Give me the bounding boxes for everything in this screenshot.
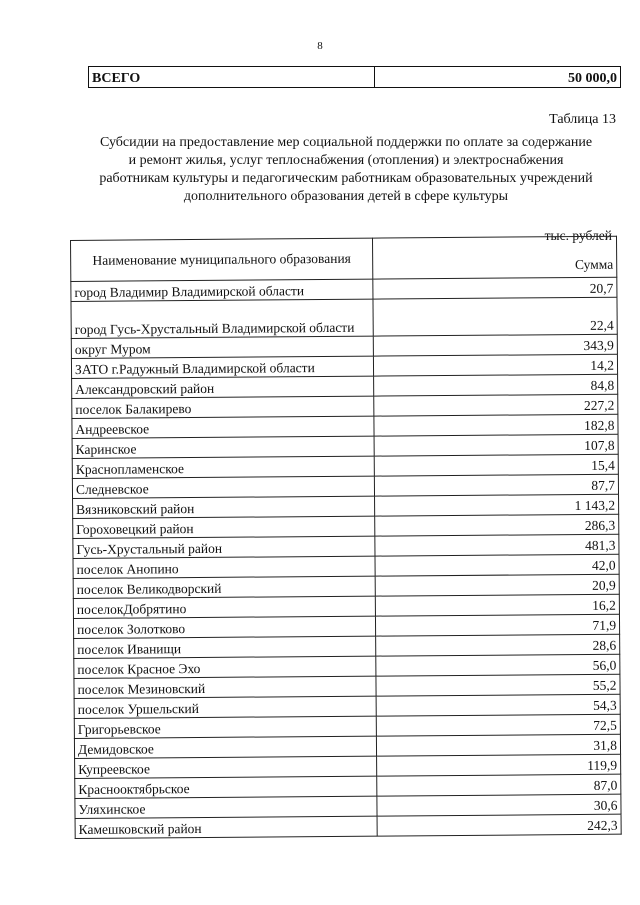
subsidy-sum: 20,9 bbox=[375, 574, 619, 596]
municipality-name: Краснооктябрьское bbox=[75, 776, 377, 798]
table-header-row bbox=[71, 236, 617, 281]
total-table bbox=[88, 66, 621, 88]
municipality-name: поселок Уршельский bbox=[74, 696, 376, 718]
subsidy-sum: 72,5 bbox=[376, 714, 620, 736]
subsidy-sum: 227,2 bbox=[374, 394, 618, 416]
subsidy-sum: 55,2 bbox=[376, 674, 620, 696]
municipality-name: Камешковский район bbox=[75, 816, 377, 838]
units-label: тыс. рублей bbox=[544, 228, 612, 243]
municipality-name: Купреевское bbox=[75, 756, 377, 778]
column-header-sum: Сумма bbox=[372, 236, 616, 279]
municipality-name: Григорьевское bbox=[74, 716, 376, 738]
subsidy-sum: 71,9 bbox=[375, 614, 619, 636]
total-label: ВСЕГО bbox=[89, 67, 375, 88]
subsidy-sum: 16,2 bbox=[375, 594, 619, 616]
municipality-name: Андреевское bbox=[72, 416, 374, 438]
municipality-name: город Владимир Владимирской области bbox=[71, 279, 373, 301]
subsidy-sum: 20,7 bbox=[373, 277, 617, 299]
municipality-name: поселок Балакирево bbox=[72, 396, 374, 418]
subsidy-sum: 182,8 bbox=[374, 414, 618, 436]
municipality-name: Каринское bbox=[72, 436, 374, 458]
subsidy-sum: 119,9 bbox=[377, 754, 621, 776]
subsidy-sum: 30,6 bbox=[377, 794, 621, 816]
subsidy-sum: 343,9 bbox=[373, 334, 617, 356]
table-title: Субсидии на предоставление мер социальной поддержки по оплате за содержание и ремонт жилья, услуг теплоснабжения (отопления) и электроснабжения работникам культуры и педагогическим работникам образовательных учреждений дополнительного образования детей в сфере культуры bbox=[99, 135, 593, 204]
subsidy-sum: 481,3 bbox=[375, 534, 619, 556]
municipality-name: Уляхинское bbox=[75, 796, 377, 818]
municipality-name: ЗАТО г.Радужный Владимирской области bbox=[71, 356, 373, 378]
municipality-name: Гороховецкий район bbox=[73, 516, 375, 538]
table-number-label: Таблица 13 bbox=[549, 112, 616, 127]
municipality-name: поселок Красное Эхо bbox=[74, 656, 376, 678]
subsidy-sum: 28,6 bbox=[376, 634, 620, 656]
municipality-name: Александровский район bbox=[72, 376, 374, 398]
subsidy-sum: 56,0 bbox=[376, 654, 620, 676]
subsidy-table bbox=[70, 236, 622, 839]
municipality-name: поселок Золотково bbox=[73, 616, 375, 638]
column-header-name: Наименование муниципального образования bbox=[71, 238, 373, 281]
subsidy-sum: 87,0 bbox=[377, 774, 621, 796]
subsidy-sum: 54,3 bbox=[376, 694, 620, 716]
page-number: 8 bbox=[317, 40, 323, 52]
subsidy-sum: 286,3 bbox=[375, 514, 619, 536]
municipality-name: поселок Великодворский bbox=[73, 576, 375, 598]
subsidy-sum: 31,8 bbox=[376, 734, 620, 756]
municipality-name: поселок Мезиновский bbox=[74, 676, 376, 698]
subsidy-sum: 42,0 bbox=[375, 554, 619, 576]
subsidy-sum: 14,2 bbox=[373, 354, 617, 376]
municipality-name: поселок Иванищи bbox=[74, 636, 376, 658]
municipality-name: Вязниковский район bbox=[73, 496, 375, 518]
municipality-name: город Гусь-Хрустальный Владимирской области bbox=[71, 299, 373, 338]
subsidy-sum: 84,8 bbox=[374, 374, 618, 396]
total-value: 50 000,0 bbox=[375, 67, 621, 88]
subsidy-sum: 87,7 bbox=[374, 474, 618, 496]
table-row bbox=[75, 814, 621, 838]
municipality-name: поселок Анопино bbox=[73, 556, 375, 578]
municipality-name: поселокДобрятино bbox=[73, 596, 375, 618]
subsidy-sum: 22,4 bbox=[373, 297, 617, 336]
subsidy-sum: 242,3 bbox=[377, 814, 621, 836]
municipality-name: Гусь-Хрустальный район bbox=[73, 536, 375, 558]
subsidy-sum: 107,8 bbox=[374, 434, 618, 456]
table-body bbox=[71, 277, 621, 838]
subsidy-sum: 15,4 bbox=[374, 454, 618, 476]
table-row bbox=[71, 297, 617, 338]
subsidy-sum: 1 143,2 bbox=[375, 494, 619, 516]
municipality-name: Следневское bbox=[72, 476, 374, 498]
municipality-name: Демидовское bbox=[74, 736, 376, 758]
municipality-name: Краснопламенское bbox=[72, 456, 374, 478]
municipality-name: округ Муром bbox=[71, 336, 373, 358]
total-row bbox=[89, 67, 621, 88]
